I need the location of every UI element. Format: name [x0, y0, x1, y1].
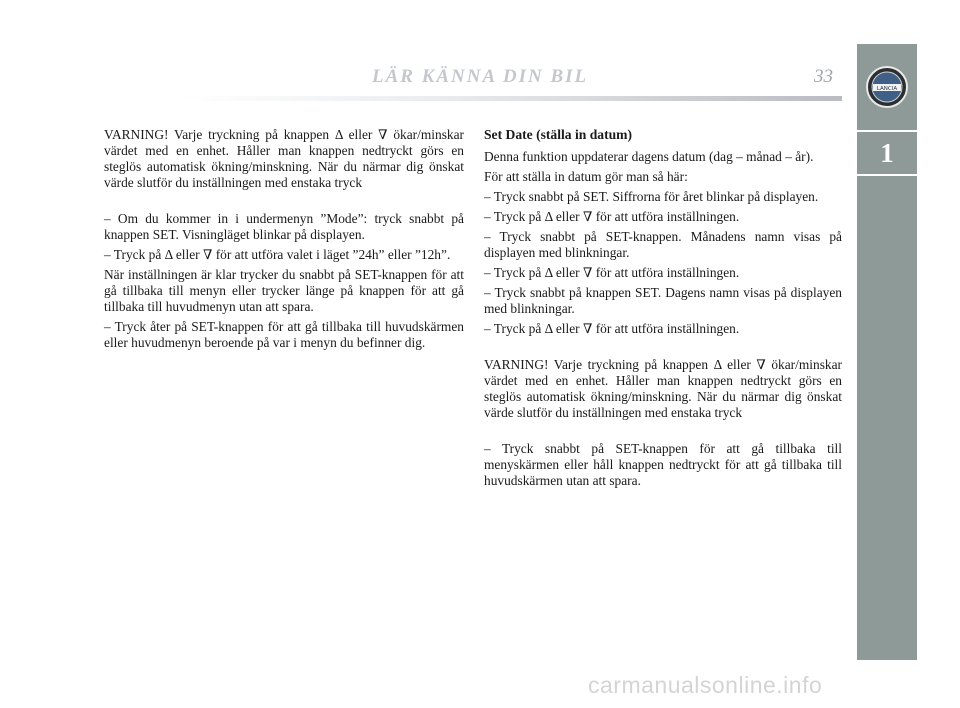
warning-paragraph: VARNING! Varje tryckning på knappen Δ eller ∇ ökar/minskar värdet med en enhet. Håller man knappen nedtryckt görs en steglös automatisk ökning/minskning. När du närmar dig önskat värde slutför du inställningen med enstaka tryck: [484, 357, 842, 420]
body-paragraph: – Tryck på Δ eller ∇ för att utföra inställningen.: [484, 321, 740, 336]
body-paragraph: När inställningen är klar trycker du snabbt på SET-knappen för att gå tillbaka till menyn eller trycker länge på knappen för att gå tillbaka till huvudmenyn utan att spara.: [104, 267, 464, 314]
body-paragraph: – Tryck på Δ eller ∇ för att utföra inställningen.: [484, 265, 740, 280]
left-column: [104, 127, 464, 355]
body-paragraph: – Tryck åter på SET-knappen för att gå tillbaka till huvudskärmen eller huvudmenyn beroende på var i menyn du befinner dig.: [104, 319, 464, 350]
page-header-title: LÄR KÄNNA DIN BIL: [372, 66, 589, 87]
sidebar-divider: [857, 174, 917, 176]
chapter-sidebar: [857, 44, 917, 660]
page-number: 33: [814, 66, 833, 87]
section-heading: Set Date (ställa in datum): [484, 127, 633, 142]
body-paragraph: – Tryck snabbt på SET-knappen. Månadens namn visas på displayen med blinkningar.: [484, 229, 842, 260]
warning-paragraph: VARNING! Varje tryckning på knappen Δ eller ∇ ökar/minskar värdet med en enhet. Håller man knappen nedtryckt görs en steglös automatisk ökning/minskning. När du närmar dig önskat värde slutför du inställningen med enstaka tryck: [104, 127, 464, 190]
lancia-shield-icon: [865, 65, 909, 109]
body-paragraph: – Tryck på Δ eller ∇ för att utföra inställningen.: [484, 209, 740, 224]
header-rule: [180, 96, 842, 101]
body-paragraph: Denna funktion uppdaterar dagens datum (dag – månad – år).: [484, 149, 814, 164]
body-paragraph: – Tryck snabbt på SET. Siffrorna för året blinkar på displayen.: [484, 189, 819, 204]
watermark: carmanualsonline.info: [588, 672, 823, 698]
body-paragraph: För att ställa in datum gör man så här:: [484, 169, 688, 184]
body-paragraph: – Tryck snabbt på SET-knappen för att gå tillbaka till menyskärmen eller håll knappen nedtryckt för att gå tillbaka till huvudskärmen utan att spara.: [484, 441, 842, 488]
right-column: [484, 127, 842, 493]
body-paragraph: – Om du kommer in i undermenyn ”Mode”: tryck snabbt på knappen SET. Visningläget blinkar på displayen.: [104, 211, 464, 242]
body-paragraph: – Tryck snabbt på knappen SET. Dagens namn visas på displayen med blinkningar.: [484, 285, 842, 316]
lancia-logo: [857, 44, 917, 130]
body-paragraph: – Tryck på Δ eller ∇ för att utföra valet i läget ”24h” eller ”12h”.: [104, 247, 451, 262]
chapter-number: 1: [880, 138, 894, 168]
logo-text: LANCIA: [876, 86, 898, 92]
